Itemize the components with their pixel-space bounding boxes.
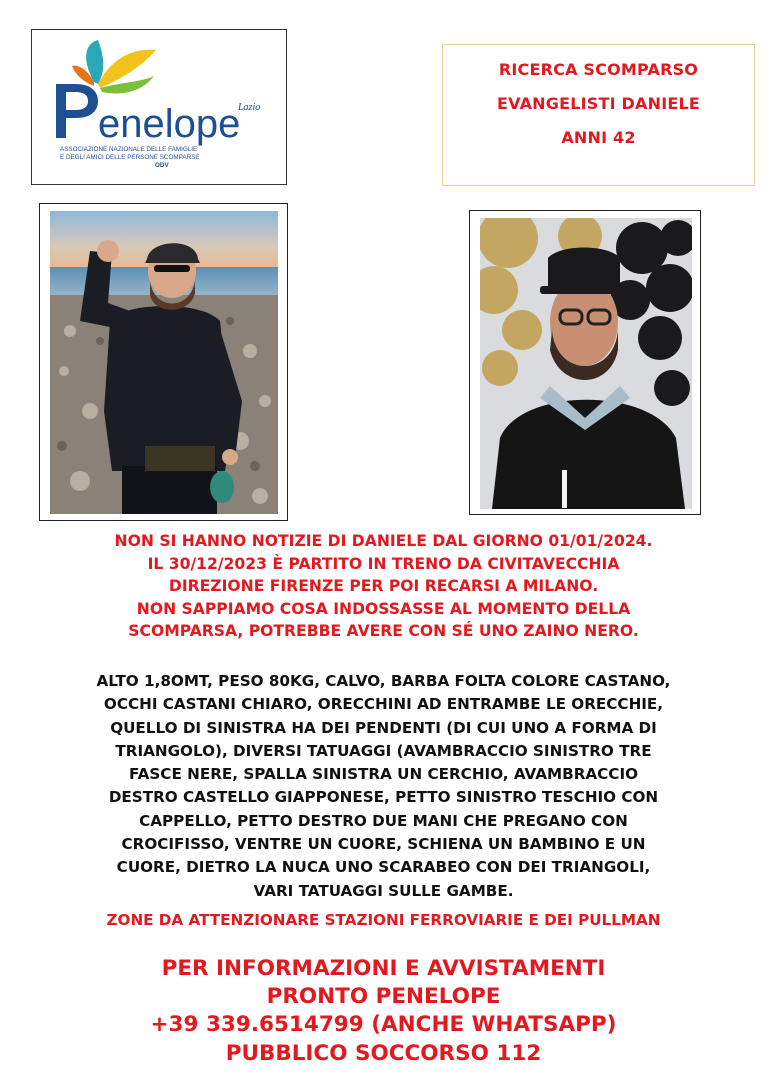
description-line: CUORE, DIETRO LA NUCA UNO SCARABEO CON DEI TRIANGOLI, [116, 858, 651, 877]
photo-beach-man-icon [50, 211, 278, 514]
contact-line: PUBBLICO SOCCORSO 112 [225, 1040, 542, 1066]
description-line: QUELLO DI SINISTRA HA DEI PENDENTI (DI CUI UNO A FORMA DI [110, 718, 657, 737]
region-label: Lazio [238, 102, 261, 113]
description-line: TRIANGOLO), DIVERSI TATUAGGI (AVAMBRACCIO SINISTRO TRE [115, 741, 652, 760]
zones-alert [0, 909, 767, 931]
header-search-label: RICERCA SCOMPARSO [498, 60, 699, 79]
physical-description [0, 670, 767, 903]
org-line-1: ASSOCIAZIONE NAZIONALE DELLE FAMIGLIE [60, 146, 198, 153]
notice-line: NON SAPPIAMO COSA INDOSSASSE AL MOMENTO DELLA [136, 599, 631, 618]
description-line: CROCIFISSO, VENTRE UN CUORE, SCHIENA UN BAMBINO E UN [121, 835, 646, 854]
svg-text:enelope: enelope [98, 102, 241, 146]
header-age: ANNI 42 [561, 128, 636, 147]
description-line: OCCHI CASTANI CHIARO, ORECCHINI AD ENTRAMBE LE ORECCHIE, [103, 695, 664, 714]
contact-line: PER INFORMAZIONI E AVVISTAMENTI [161, 956, 606, 981]
zones-text: ZONE DA ATTENZIONARE STAZIONI FERROVIARIE E DEI PULLMAN [106, 911, 661, 929]
photo-right [469, 210, 701, 515]
description-line: ALTO 1,8OMT, PESO 80KG, CALVO, BARBA FOLTA COLORE CASTANO, [96, 672, 671, 690]
contact-phone: +39 339.6514799 (ANCHE WHATSAPP) [150, 1012, 617, 1038]
header-person-name: EVANGELISTI DANIELE [496, 94, 701, 113]
notice-line: IL 30/12/2023 È PARTITO IN TRENO DA CIVITAVECCHIA [147, 554, 620, 573]
photo-left [39, 203, 288, 521]
missing-person-header [442, 44, 755, 186]
notice-line: DIREZIONE FIRENZE PER POI RECARSI A MILANO. [168, 577, 599, 595]
contact-line: PRONTO PENELOPE [266, 984, 501, 1010]
photo-balloons-man-icon [480, 218, 692, 509]
description-line: CAPPELLO, PETTO DESTRO DUE MANI CHE PREGANO CON [139, 811, 628, 830]
description-line: VARI TATUAGGI SULLE GAMBE. [253, 881, 514, 900]
notice-line: SCOMPARSA, POTREBBE AVERE CON SÉ UNO ZAINO NERO. [128, 622, 639, 640]
contact-info [0, 955, 767, 1068]
description-line: FASCE NERE, SPALLA SINISTRA UN CERCHIO, AVAMBRACCIO [128, 765, 639, 784]
notice-line: NON SI HANNO NOTIZIE DI DANIELE DAL GIORNO 01/01/2024. [114, 532, 653, 550]
disappearance-notice [0, 530, 767, 643]
description-line: DESTRO CASTELLO GIAPPONESE, PETTO SINISTRO TESCHIO CON [108, 788, 659, 807]
org-line-2: E DEGLI AMICI DELLE PERSONE SCOMPARSE [60, 154, 200, 161]
butterfly-logo-icon [32, 30, 286, 184]
penelope-logo [31, 29, 287, 185]
org-line-3: ODV [155, 162, 169, 169]
